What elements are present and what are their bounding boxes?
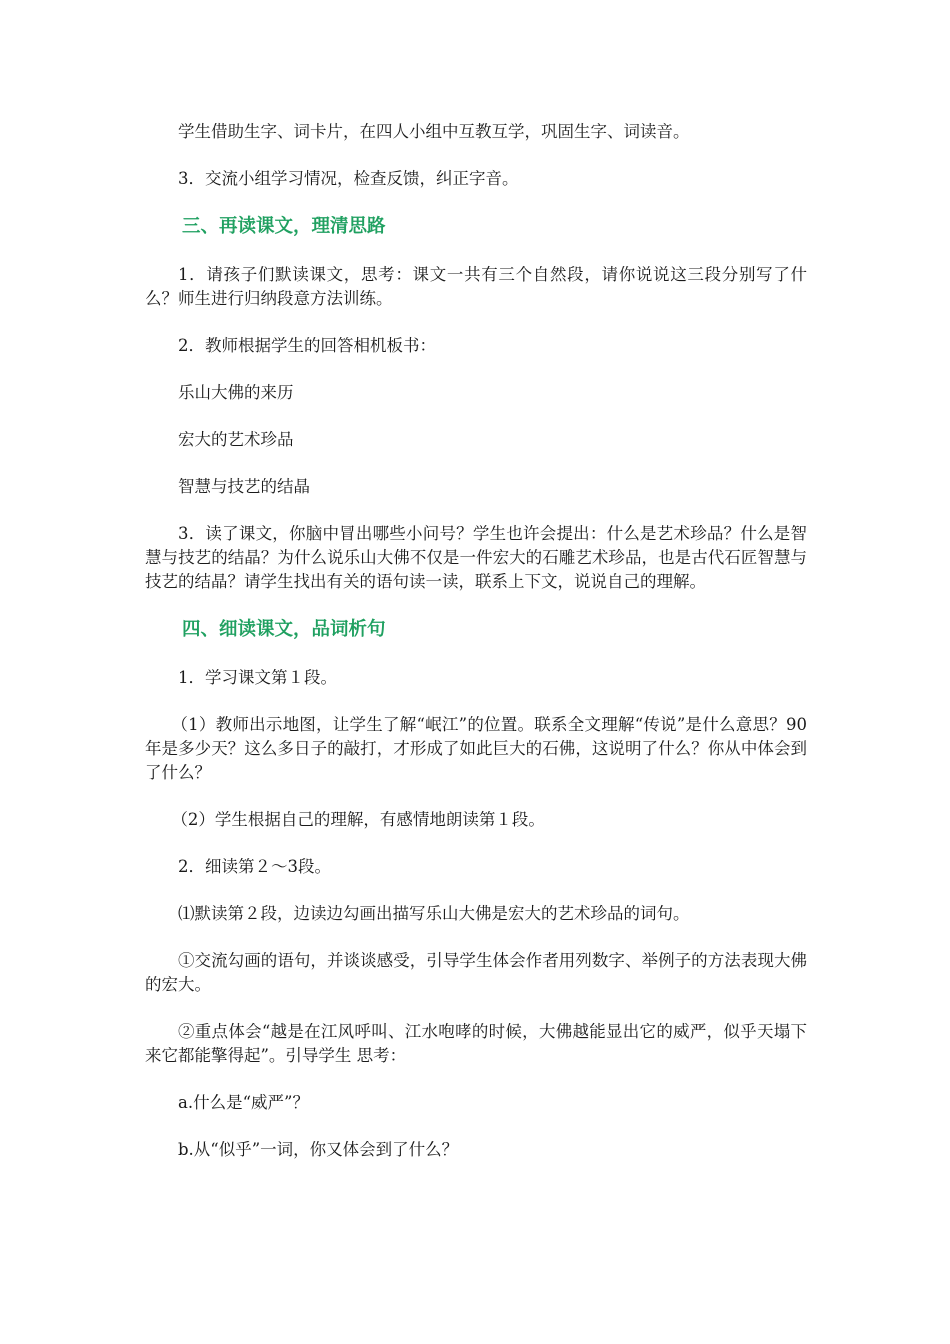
section-heading: 三、再读课文，理清思路 — [182, 216, 386, 237]
paragraph: （1）教师出示地图，让学生了解“岷江”的位置。联系全文理解“传说”是什么意思？90年是多少天？这么多日子的敲打，才形成了如此巨大的石佛，这说明了什么？你从中体会到了什么？ — [145, 715, 807, 782]
paragraph: 1．请孩子们默读课文，思考：课文一共有三个自然段，请你说说这三段分别写了什么？师生进行归纳段意方法训练。 — [145, 265, 807, 308]
paragraph: 2．细读第２～3段。 — [178, 857, 331, 876]
paragraph: b.从“似乎”一词，你又体会到了什么？ — [178, 1140, 459, 1159]
paragraph: （2）学生根据自己的理解，有感情地朗读第１段。 — [171, 810, 545, 829]
paragraph: 学生借助生字、词卡片，在四人小组中互教互学，巩固生字、词读音。 — [178, 122, 690, 141]
paragraph: 3．交流小组学习情况，检查反馈，纠正字音。 — [178, 169, 519, 188]
document-body — [145, 120, 807, 1185]
paragraph: 2．教师根据学生的回答相机板书： — [178, 336, 436, 355]
paragraph: ⑴默读第２段，边读边勾画出描写乐山大佛是宏大的艺术珍品的词句。 — [178, 904, 690, 923]
board-item: 乐山大佛的来历 — [178, 383, 294, 402]
paragraph: a.什么是“威严”？ — [178, 1093, 309, 1112]
paragraph: 1．学习课文第１段。 — [178, 668, 337, 687]
paragraph: 3．读了课文，你脑中冒出哪些小问号？学生也许会提出：什么是艺术珍品？什么是智慧与技艺的结晶？为什么说乐山大佛不仅是一件宏大的石雕艺术珍品，也是古代石匠智慧与技艺的结晶？请学生找出有关的语句读一读，联系上下文，说说自己的理解。 — [145, 524, 807, 591]
board-item: 智慧与技艺的结晶 — [178, 477, 310, 496]
board-item: 宏大的艺术珍品 — [178, 430, 294, 449]
paragraph: ①交流勾画的语句，并谈谈感受，引导学生体会作者用列数字、举例子的方法表现大佛的宏大。 — [145, 951, 807, 994]
paragraph: ②重点体会“越是在江风呼叫、江水咆哮的时候，大佛越能显出它的威严，似乎天塌下来它都能擎得起”。引导学生 思考： — [145, 1022, 807, 1065]
section-heading: 四、细读课文，品词析句 — [182, 619, 386, 640]
